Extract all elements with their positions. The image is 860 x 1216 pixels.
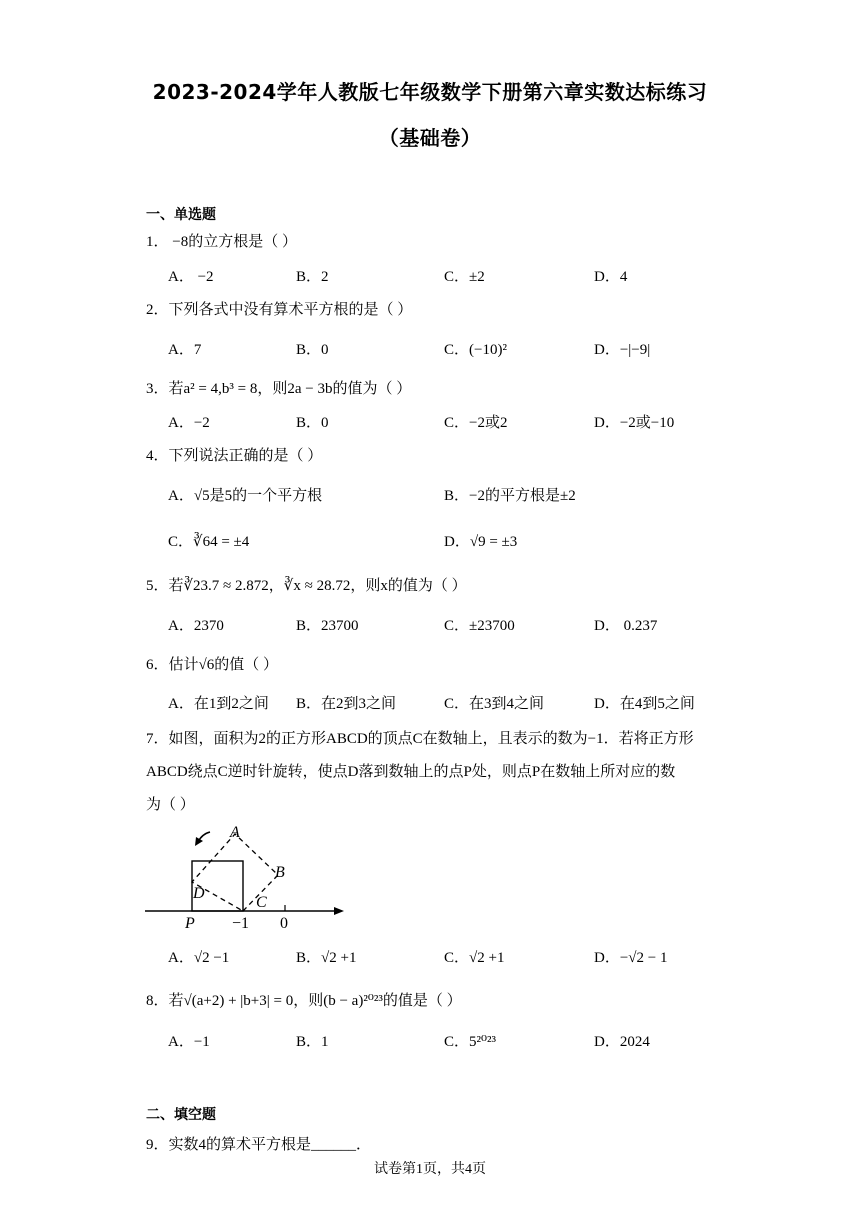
q2-option-a: A．7 (168, 342, 202, 358)
label-D: D (193, 885, 205, 902)
question-4: 4．下列说法正确的是（ ） (146, 448, 323, 464)
q7-option-d: D．−√2 − 1 (594, 950, 668, 966)
label-A: A (230, 824, 240, 841)
page-footer: 试卷第1页，共4页 (374, 1162, 486, 1177)
q3-option-d: D．−2或−10 (594, 415, 675, 431)
q2-option-c: C．(−10)² (444, 342, 507, 358)
label-C: C (256, 894, 267, 911)
rotation-figure (140, 820, 360, 940)
question-1: 1． −8的立方根是（ ） (146, 234, 297, 250)
q8-option-b: B．1 (296, 1034, 329, 1050)
q8-option-d: D．2024 (594, 1034, 650, 1050)
q3-option-b: B．0 (296, 415, 329, 431)
label-zero: 0 (280, 915, 288, 932)
q6-option-b: B．在2到3之间 (296, 696, 397, 712)
question-5: 5．若∛23.7 ≈ 2.872，∛x ≈ 28.72，则x的值为（ ） (146, 578, 467, 594)
question-8: 8．若√(a+2) + |b+3| = 0，则(b − a)²⁰²³的值是（ ） (146, 993, 462, 1009)
q5-option-d: D． 0.237 (594, 618, 658, 634)
label-B: B (275, 864, 285, 881)
question-2: 2．下列各式中没有算术平方根的是（ ） (146, 302, 413, 318)
q5-option-a: A．2370 (168, 618, 224, 634)
section-fill-blank: 二、填空题 (146, 1107, 216, 1123)
question-7-line-1: 7．如图，面积为2的正方形ABCD的顶点C在数轴上，且表示的数为−1．若将正方形 (146, 731, 694, 747)
q6-option-a: A．在1到2之间 (168, 696, 269, 712)
q6-option-c: C．在3到4之间 (444, 696, 545, 712)
section-single-choice: 一、单选题 (146, 207, 216, 223)
q5-option-c: C．±23700 (444, 618, 515, 634)
page-title: 2023-2024学年人教版七年级数学下册第六章实数达标练习 (152, 80, 708, 104)
page-subtitle: （基础卷） (378, 126, 482, 150)
q8-option-c: C．5²⁰²³ (444, 1034, 497, 1050)
q4-option-b: B．−2的平方根是±2 (444, 488, 576, 504)
q6-option-d: D．在4到5之间 (594, 696, 695, 712)
q4-option-d: D．√9 = ±3 (444, 534, 518, 550)
q1-option-d: D．4 (594, 269, 628, 285)
question-3: 3．若a² = 4,b³ = 8，则2a − 3b的值为（ ） (146, 381, 412, 397)
q7-option-b: B．√2 +1 (296, 950, 357, 966)
q4-option-a: A．√5是5的一个平方根 (168, 488, 323, 504)
q2-option-b: B．0 (296, 342, 329, 358)
q1-option-b: B．2 (296, 269, 329, 285)
question-9: 9．实数4的算术平方根是______． (146, 1137, 372, 1153)
q4-option-c: C．∛64 = ±4 (168, 534, 250, 550)
question-7-line-2: ABCD绕点C逆时针旋转，使点D落到数轴上的点P处，则点P在数轴上所对应的数 (146, 764, 676, 780)
question-6: 6．估计√6的值（ ） (146, 657, 278, 673)
q2-option-d: D．−|−9| (594, 342, 651, 358)
q5-option-b: B．23700 (296, 618, 359, 634)
q1-option-a: A． −2 (168, 269, 214, 285)
q3-option-a: A．−2 (168, 415, 210, 431)
q3-option-c: C．−2或2 (444, 415, 508, 431)
question-7-line-3: 为（ ） (146, 797, 195, 813)
q8-option-a: A．−1 (168, 1034, 210, 1050)
label-P: P (185, 915, 195, 932)
label-minus-one: −1 (232, 915, 250, 932)
q1-option-c: C．±2 (444, 269, 485, 285)
q7-option-c: C．√2 +1 (444, 950, 505, 966)
q7-option-a: A．√2 −1 (168, 950, 230, 966)
